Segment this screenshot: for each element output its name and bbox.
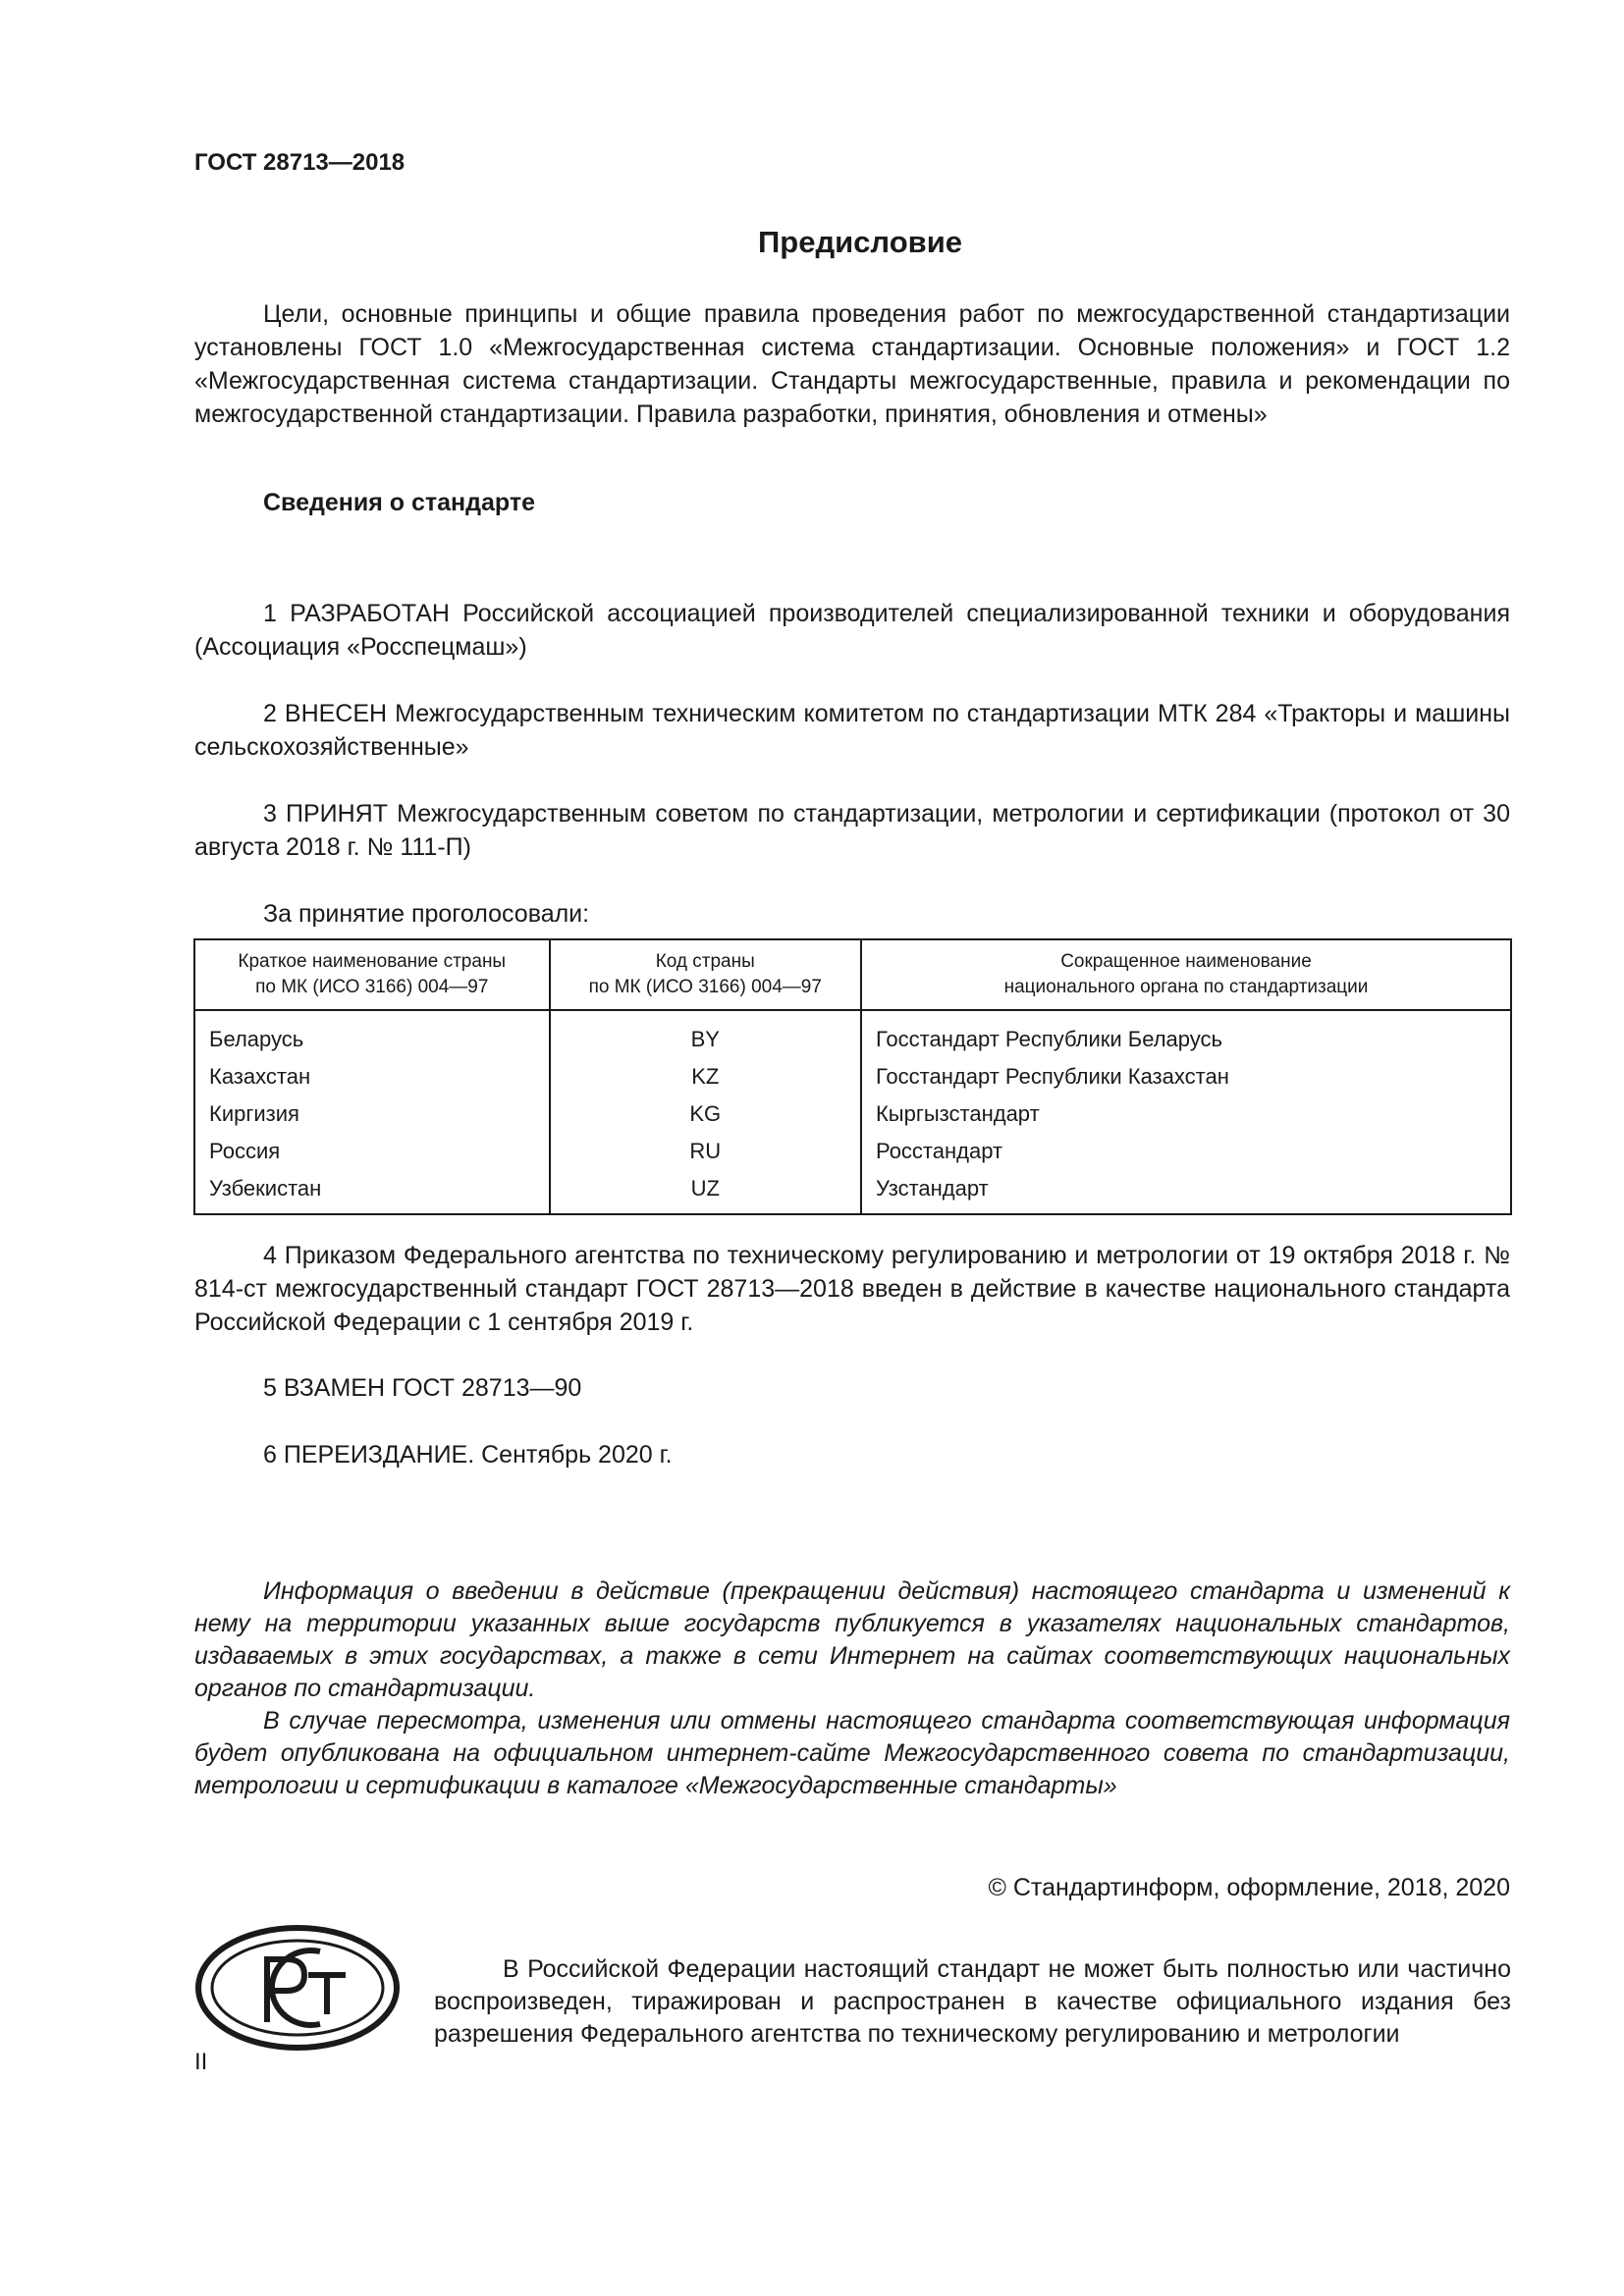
item-adopted: 3 ПРИНЯТ Межгосударственным советом по стандартизации, метрологии и сертификации (протокол от 30 августа 2018 г. № 111-П): [194, 800, 1510, 861]
page-title: Предисловие: [757, 225, 962, 259]
cell-body: Госстандарт Республики Беларусь: [861, 1010, 1511, 1058]
cell-country: Беларусь: [209, 1027, 304, 1051]
cell-code: KZ: [550, 1058, 861, 1095]
table-row: [194, 1010, 1511, 1058]
cell-country: Узбекистан: [209, 1176, 322, 1201]
cell-code: KG: [550, 1095, 861, 1133]
table-row: [194, 1095, 1511, 1133]
item-enacted: 4 Приказом Федерального агентства по техническому регулированию и метрологии от 19 октября 2018 г. № 814-ст межгосударственный стандарт ГОСТ 28713—2018 введен в действие в качестве национального стандарта Российской Федерации с 1 сентября 2019 г.: [194, 1242, 1510, 1336]
cell-code: UZ: [550, 1170, 861, 1214]
cell-body: Росстандарт: [861, 1133, 1511, 1170]
table-row: [194, 1170, 1511, 1214]
voting-countries-table: [193, 938, 1512, 1215]
table-row: [194, 1133, 1511, 1170]
cell-body: Узстандарт: [861, 1170, 1511, 1214]
document-id-header: ГОСТ 28713—2018: [194, 149, 406, 176]
section-heading: Сведения о стандарте: [263, 489, 536, 516]
item-reissue: 6 ПЕРЕИЗДАНИЕ. Сентябрь 2020 г.: [263, 1441, 673, 1468]
column-header-body: Сокращенное наименование национального органа по стандартизации: [861, 939, 1511, 1010]
cell-body: Кыргызстандарт: [861, 1095, 1511, 1133]
table-header-row: [194, 939, 1511, 1010]
pct-logo-icon: [194, 1924, 401, 2052]
table-row: [194, 1058, 1511, 1095]
cell-country: Казахстан: [209, 1064, 311, 1089]
intro-paragraph: Цели, основные принципы и общие правила проведения работ по межгосударственной стандартизации установлены ГОСТ 1.0 «Межгосударственная система стандартизации. Основные положения» и ГОСТ 1.2 «Межгосударственная система стандартизации. Стандарты межгосударственные, правила и рекомендации по межгосударственной стандартизации. Правила разработки, принятия, обновления и отмены»: [194, 300, 1510, 428]
cell-body: Госстандарт Республики Казахстан: [861, 1058, 1511, 1095]
rights-notice: В Российской Федерации настоящий стандарт не может быть полностью или частично воспроизведен, тиражирован и распространен в качестве официального издания без разрешения Федерального агентства по техническому регулированию и метрологии: [434, 1955, 1511, 2048]
info-paragraph: Информация о введении в действие (прекращении действия) настоящего стандарта и изменений к нему на территории указанных выше государств публикуется в указателях национальных стандартов, издаваемых в этих государствах, а также в сети Интернет на сайтах соответствующих национальных органов по стандартизации.: [194, 1577, 1510, 1702]
column-header-country: Краткое наименование страны по МК (ИСО 3166) 004—97: [194, 939, 550, 1010]
revision-notice-paragraph: В случае пересмотра, изменения или отмены настоящего стандарта соответствующая информация будет опубликована на официальном интернет-сайте Межгосударственного совета по стандартизации, метрологии и сертификации в каталоге «Межгосударственные стандарты»: [194, 1707, 1510, 1799]
copyright-line: © Стандартинформ, оформление, 2018, 2020: [988, 1874, 1510, 1901]
cell-code: BY: [550, 1010, 861, 1058]
column-header-code: Код страны по МК (ИСО 3166) 004—97: [550, 939, 861, 1010]
vote-label: За принятие проголосовали:: [263, 900, 590, 928]
item-developed: 1 РАЗРАБОТАН Российской ассоциацией производителей специализированной техники и оборудования (Ассоциация «Росспецмаш»): [194, 600, 1510, 661]
item-replaces: 5 ВЗАМЕН ГОСТ 28713—90: [263, 1374, 582, 1402]
cell-country: Россия: [209, 1139, 281, 1163]
page-number: II: [194, 2049, 208, 2075]
item-submitted: 2 ВНЕСЕН Межгосударственным техническим комитетом по стандартизации МТК 284 «Тракторы и машины сельскохозяйственные»: [194, 700, 1510, 761]
cell-code: RU: [550, 1133, 861, 1170]
cell-country: Киргизия: [209, 1101, 299, 1126]
